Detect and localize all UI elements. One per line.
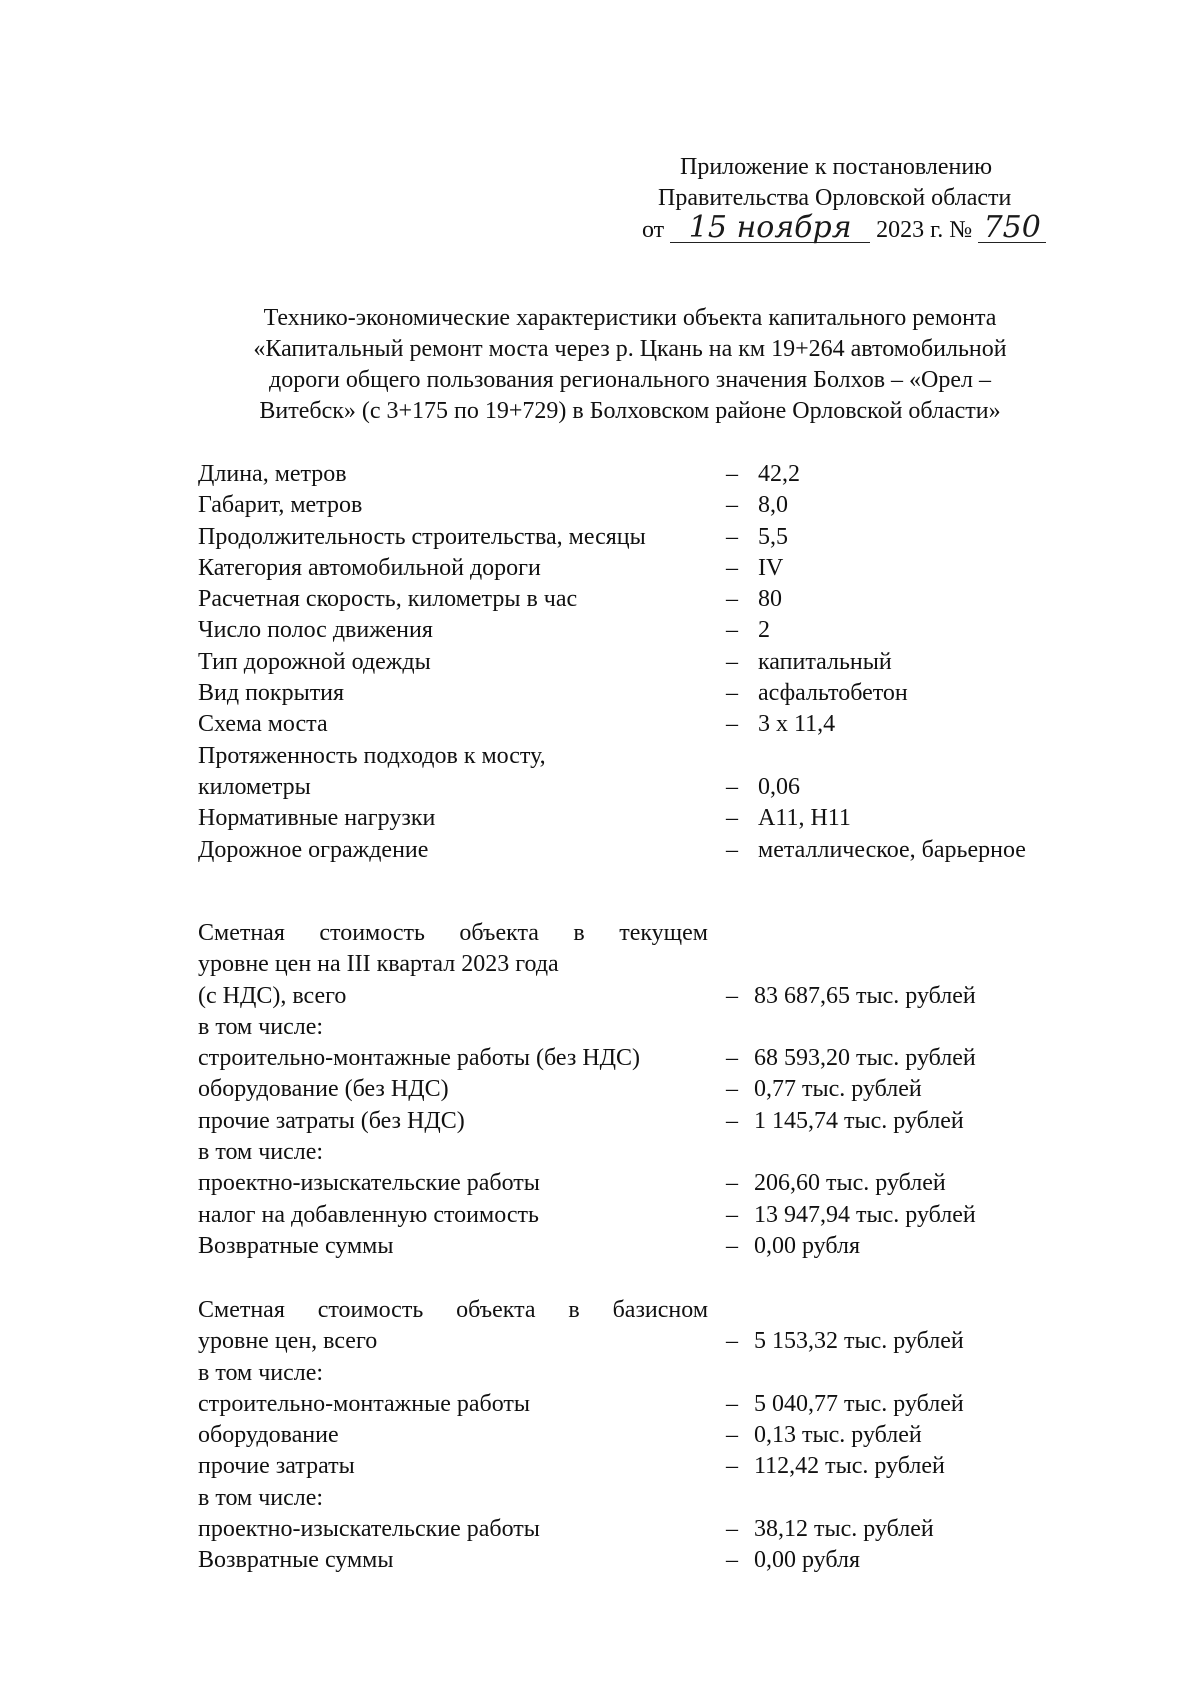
cost-item-label: проектно-изыскательские работы [198, 1516, 540, 1543]
spec-value: 5,5 [758, 523, 788, 550]
spec-label: Схема моста [198, 711, 328, 738]
spec-dash: – [726, 805, 738, 832]
cost-including-label: в том числе: [198, 1359, 324, 1386]
spec-dash: – [726, 554, 738, 581]
cost-total-label: уровне цен, всего [198, 1328, 378, 1355]
cost-item-row [198, 1106, 1098, 1137]
cost-item-row [198, 1514, 1098, 1545]
cost-item-label: налог на добавленную стоимость [198, 1201, 539, 1228]
cost-item-value: 0,00 рубля [754, 1547, 860, 1574]
spec-label: Протяженность подходов к мосту, [198, 742, 546, 769]
cost-item-label: проектно-изыскательские работы [198, 1170, 540, 1197]
cost-including-row [198, 1483, 1098, 1514]
spec-row [198, 835, 1098, 866]
cost-item-value: 1 145,74 тыс. рублей [754, 1107, 964, 1134]
spec-value: IV [758, 554, 784, 581]
header-line-2: Правительства Орловской области [658, 185, 1012, 211]
cost-item-value: 0,13 тыс. рублей [754, 1422, 922, 1449]
spec-dash: – [726, 773, 738, 800]
spec-value: 80 [758, 586, 782, 613]
spec-row [198, 741, 1098, 772]
cost-heading-line-2: уровне цен на III квартал 2023 года [198, 951, 559, 978]
cost-including-label: в том числе: [198, 1013, 324, 1040]
cost-dash: – [726, 982, 738, 1009]
handwritten-number: 750 [978, 214, 1046, 243]
spec-row [198, 647, 1098, 678]
cost-item-label: оборудование (без НДС) [198, 1076, 449, 1103]
spec-row [198, 490, 1098, 521]
header-from-word: от [642, 217, 665, 243]
spec-value: 0,06 [758, 773, 800, 800]
spec-label: Продолжительность строительства, месяцы [198, 523, 646, 550]
cost-item-value: 206,60 тыс. рублей [754, 1170, 946, 1197]
title-line-4: Витебск» (с 3+175 по 19+729) в Болховском районе Орловской области» [259, 398, 1001, 424]
cost-item-value: 0,77 тыс. рублей [754, 1076, 922, 1103]
spec-dash: – [726, 586, 738, 613]
cost-item-label: Возвратные суммы [198, 1547, 394, 1574]
spec-value: 8,0 [758, 492, 788, 519]
cost-current-section [198, 918, 1098, 1262]
spec-row [198, 678, 1098, 709]
cost-item-value: 68 593,20 тыс. рублей [754, 1045, 976, 1072]
appendix-header [620, 152, 1080, 246]
spec-value: 3 x 11,4 [758, 711, 836, 738]
cost-dash: – [726, 1076, 738, 1103]
spec-value: асфальтобетон [758, 680, 908, 707]
spec-dash: – [726, 836, 738, 863]
cost-dash: – [726, 1232, 738, 1259]
cost-item-value: 13 947,94 тыс. рублей [754, 1201, 976, 1228]
handwritten-date: 15 ноября [670, 214, 870, 243]
cost-dash: – [726, 1390, 738, 1417]
cost-item-row [198, 1200, 1098, 1231]
cost-total-label: (с НДС), всего [198, 982, 347, 1009]
spec-row [198, 615, 1098, 646]
cost-total-row [198, 1326, 1098, 1357]
spec-value: капитальный [758, 648, 892, 675]
cost-item-label: строительно-монтажные работы [198, 1390, 531, 1417]
cost-dash: – [726, 1328, 738, 1355]
cost-item-row [198, 1043, 1098, 1074]
spec-value: А11, Н11 [758, 805, 851, 832]
spec-value: металлическое, барьерное [758, 836, 1026, 863]
cost-item-row [198, 1389, 1098, 1420]
cost-heading-row [198, 918, 1098, 949]
cost-item-value: 38,12 тыс. рублей [754, 1516, 934, 1543]
cost-including-row [198, 1012, 1098, 1043]
cost-dash: – [726, 1045, 738, 1072]
title-line-2: «Капитальный ремонт моста через р. Цкань на км 19+264 автомобильной [253, 336, 1007, 362]
cost-including-label: в том числе: [198, 1484, 324, 1511]
cost-item-label: Возвратные суммы [198, 1232, 394, 1259]
title-line-3: дороги общего пользования регионального значения Болхов – «Орел – [268, 367, 991, 393]
cost-total-value: 5 153,32 тыс. рублей [754, 1328, 964, 1355]
spec-dash: – [726, 680, 738, 707]
spec-row [198, 459, 1098, 490]
spec-dash: – [726, 492, 738, 519]
spec-row [198, 709, 1098, 740]
spec-label-continued: километры [198, 773, 311, 800]
title-line-1: Технико-экономические характеристики объекта капитального ремонта [263, 305, 997, 331]
cost-item-label: прочие затраты [198, 1453, 355, 1480]
spec-label: Категория автомобильной дороги [198, 554, 541, 581]
cost-heading-row [198, 949, 1098, 980]
spec-dash: – [726, 523, 738, 550]
spec-value: 42,2 [758, 461, 800, 487]
spec-dash: – [726, 617, 738, 644]
cost-item-row [198, 1231, 1098, 1262]
cost-dash: – [726, 1201, 738, 1228]
spec-row [198, 553, 1098, 584]
spec-label: Габарит, метров [198, 492, 363, 519]
cost-dash: – [726, 1107, 738, 1134]
cost-dash: – [726, 1547, 738, 1574]
spec-row [198, 772, 1098, 803]
document-title [180, 303, 1080, 427]
cost-heading-line-1: Сметная стоимость объекта в базисном [198, 1297, 708, 1323]
spec-label: Длина, метров [198, 461, 347, 487]
cost-total-value: 83 687,65 тыс. рублей [754, 982, 976, 1009]
cost-item-value: 0,00 рубля [754, 1232, 860, 1259]
header-year-number-label: 2023 г. № [876, 217, 973, 243]
spec-row [198, 522, 1098, 553]
spec-label: Нормативные нагрузки [198, 805, 436, 832]
cost-including-row [198, 1137, 1098, 1168]
cost-dash: – [726, 1516, 738, 1543]
cost-item-row [198, 1074, 1098, 1105]
spec-label: Число полос движения [198, 617, 433, 644]
spec-row [198, 584, 1098, 615]
cost-item-value: 5 040,77 тыс. рублей [754, 1390, 964, 1417]
spec-row [198, 803, 1098, 834]
cost-item-row [198, 1168, 1098, 1199]
cost-item-label: строительно-монтажные работы (без НДС) [198, 1045, 641, 1072]
cost-dash: – [726, 1170, 738, 1197]
cost-heading-line-1: Сметная стоимость объекта в текущем [198, 920, 708, 946]
header-line-3 [620, 210, 1080, 246]
cost-item-row [198, 1420, 1098, 1451]
spec-label: Вид покрытия [198, 680, 345, 707]
spec-dash: – [726, 648, 738, 675]
cost-heading-row [198, 1295, 1098, 1326]
cost-item-value: 112,42 тыс. рублей [754, 1453, 945, 1480]
cost-item-row [198, 1545, 1098, 1576]
spec-value: 2 [758, 617, 770, 644]
spec-dash: – [726, 711, 738, 738]
cost-item-label: оборудование [198, 1422, 339, 1449]
cost-including-row [198, 1358, 1098, 1389]
specs-list [198, 459, 1098, 866]
cost-base-section [198, 1295, 1098, 1577]
cost-dash: – [726, 1422, 738, 1449]
cost-item-label: прочие затраты (без НДС) [198, 1107, 465, 1134]
cost-item-row [198, 1451, 1098, 1482]
spec-label: Дорожное ограждение [198, 836, 429, 863]
spec-dash: – [726, 461, 738, 487]
cost-dash: – [726, 1453, 738, 1480]
header-line-1: Приложение к постановлению [680, 154, 993, 180]
spec-label: Тип дорожной одежды [198, 648, 431, 675]
cost-total-row [198, 981, 1098, 1012]
cost-including-label: в том числе: [198, 1139, 324, 1166]
spec-label: Расчетная скорость, километры в час [198, 586, 578, 613]
